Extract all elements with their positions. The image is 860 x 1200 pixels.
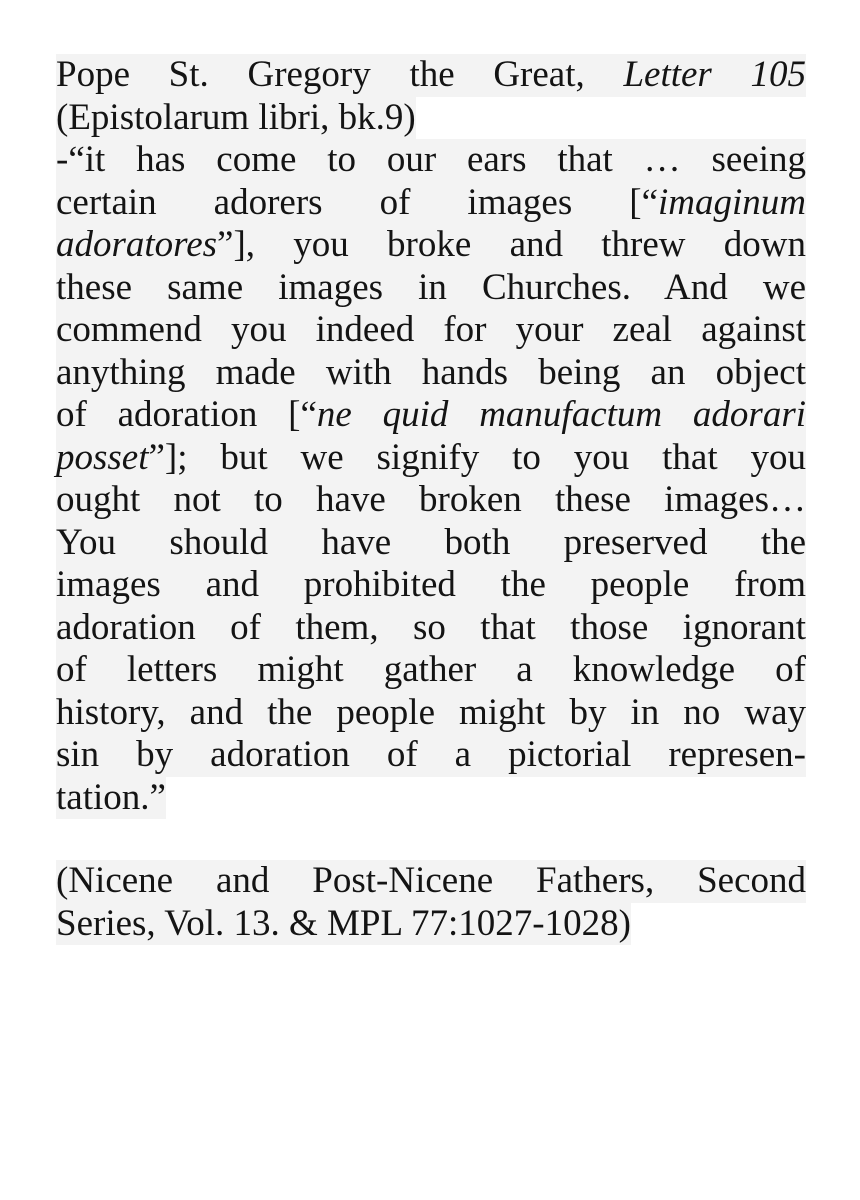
quote-line [56, 437, 806, 480]
latin-phrase: posset [56, 436, 149, 478]
quote-line [56, 394, 806, 437]
citation-line-1: (Nicene and Post-Nicene Fathers, Second [56, 860, 806, 901]
quote-text: certain adorers of images [“ [56, 181, 658, 223]
latin-term: imaginum [658, 181, 806, 223]
heading-author: Pope St. Gregory the Great, [56, 54, 624, 95]
latin-term: adoratores [56, 224, 218, 265]
citation-line-2 [56, 903, 806, 946]
quote-line: these same images in Churches. And we [56, 266, 806, 308]
quote-line: of letters might gather a knowledge of [56, 649, 806, 690]
quote-line: anything made with hands being an object [56, 351, 806, 393]
heading-line-2 [56, 97, 806, 140]
quote-text: ”]; but we signify to you that you [148, 436, 806, 478]
quote-text: of adoration [“ [56, 394, 317, 435]
heading-line-1 [56, 54, 806, 97]
quote-line: history, and the people might by in no way [56, 691, 806, 733]
paragraph-gap [56, 819, 806, 860]
quote-text: ”], you broke and threw down [217, 224, 806, 265]
quote-line [56, 182, 806, 225]
heading-work-title: Letter 105 [623, 54, 807, 95]
latin-phrase: ne quid manufactum adorari [316, 394, 806, 435]
document-page [56, 54, 806, 945]
quote-text: tation.” [56, 776, 166, 818]
quote-line: images and prohibited the people from [56, 564, 806, 605]
quote-line-last [56, 777, 806, 820]
citation-text: Series, Vol. 13. & MPL 77:1027-1028) [56, 902, 631, 944]
quote-line: You should have both preserved the [56, 521, 806, 563]
heading-source: (Epistolarum libri, bk.9) [56, 96, 416, 138]
quote-line: ought not to have broken these images… [56, 479, 806, 520]
quote-line [56, 224, 806, 267]
quote-line: commend you indeed for your zeal against [56, 309, 806, 350]
quote-line: -“it has come to our ears that … seeing [56, 139, 806, 180]
quote-line: sin by adoration of a pictorial represen- [56, 734, 806, 775]
quote-line: adoration of them, so that those ignorant [56, 606, 806, 648]
